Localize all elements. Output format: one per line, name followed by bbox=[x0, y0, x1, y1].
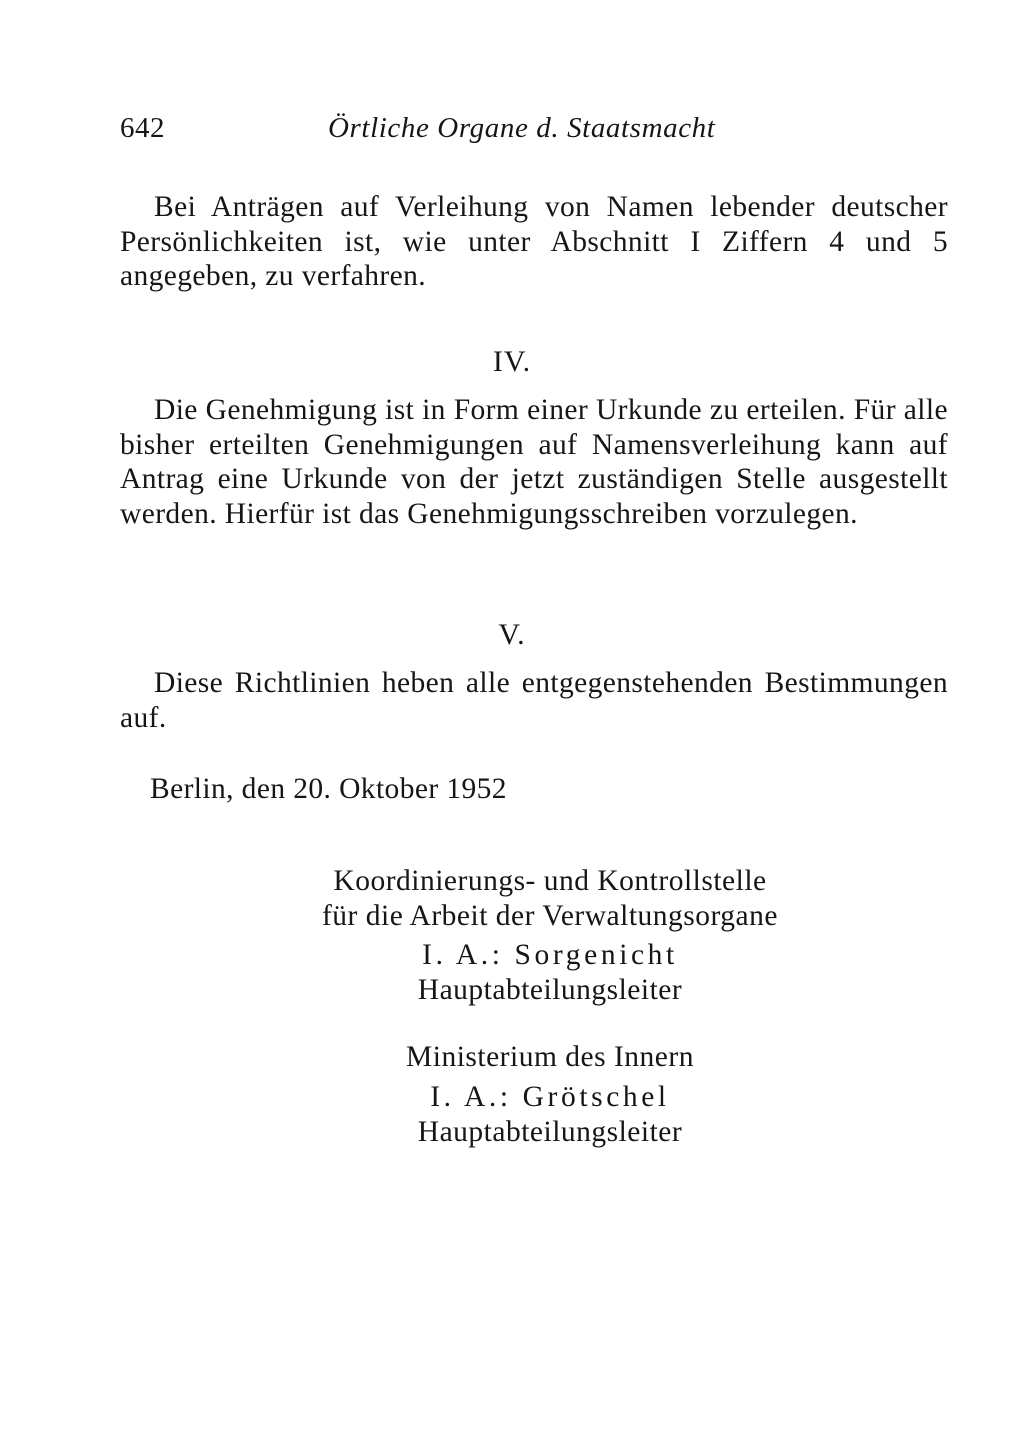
signature-org-line: Koordinierungs- und Kontrollstelle bbox=[333, 865, 767, 897]
date-line: Berlin, den 20. Oktober 1952 bbox=[150, 773, 507, 805]
section-heading-iv: IV. bbox=[492, 345, 532, 378]
page-number: 642 bbox=[120, 112, 165, 144]
signatory-name: I. A.: Sorgenicht bbox=[422, 939, 678, 971]
paragraph-section-iv: Die Genehmigung ist in Form einer Urkunde zu erteilen. Für alle bisher erteilten Genehmigungen auf Namensverleihung kann auf Antrag eine Urkunde von der jetzt zuständigen Stelle ausgestellt werden. Hierfür ist das Genehmigungsschreiben vorzulegen. bbox=[120, 394, 948, 530]
signatory-name: I. A.: Grötschel bbox=[430, 1081, 670, 1113]
section-heading-v: V. bbox=[498, 618, 526, 651]
signature-org-line: für die Arbeit der Verwaltungsorgane bbox=[321, 900, 778, 932]
signature-org-line: Ministerium des Innern bbox=[406, 1041, 694, 1073]
signatory-role: Hauptabteilungsleiter bbox=[417, 974, 683, 1006]
paragraph-names: Bei Anträgen auf Verleihung von Namen lebender deutscher Persönlichkeiten ist, wie unter Abschnitt I Ziffern 4 und 5 angegeben, zu verfahren. bbox=[120, 191, 948, 292]
signature-block-ministry bbox=[230, 1040, 870, 1150]
page-header bbox=[120, 112, 760, 158]
signature-block-coordination bbox=[230, 864, 870, 1008]
running-title: Örtliche Organe d. Staatsmacht bbox=[328, 112, 716, 144]
signatory-role: Hauptabteilungsleiter bbox=[417, 1116, 683, 1148]
paragraph-section-v: Diese Richtlinien heben alle entgegenstehenden Bestimmungen auf. bbox=[120, 667, 948, 734]
